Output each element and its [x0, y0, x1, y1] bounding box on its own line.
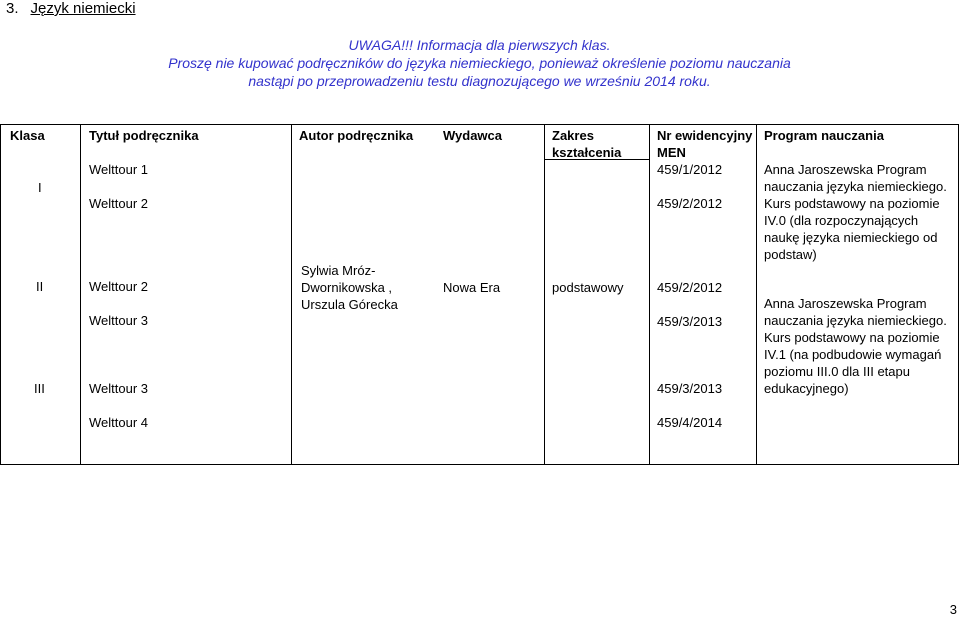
section-heading [6, 0, 136, 17]
program-line: Kurs podstawowy na poziomie [764, 330, 940, 345]
textbook-title: Welttour 2 [89, 196, 149, 211]
textbook-table [0, 124, 959, 465]
page-number: 3 [949, 602, 957, 617]
column-divider [756, 125, 757, 464]
program-line: Anna Jaroszewska Program [764, 296, 927, 311]
program-line: Kurs podstawowy na poziomie [764, 196, 940, 211]
program-line: nauczania języka niemieckiego. [764, 313, 947, 328]
class-label: III [34, 381, 45, 396]
column-divider [544, 125, 545, 464]
scope: podstawowy [552, 280, 624, 295]
program-line: Anna Jaroszewska Program [764, 162, 927, 177]
men-number: 459/4/2014 [657, 415, 723, 430]
publisher: Nowa Era [443, 280, 501, 295]
program-line: edukacyjnego) [764, 381, 849, 396]
header-nr-2: MEN [657, 145, 686, 160]
textbook-title: Welttour 1 [89, 162, 149, 177]
class-label: II [36, 279, 44, 294]
men-number: 459/3/2013 [657, 381, 723, 396]
column-divider [80, 125, 81, 464]
program-line: IV.1 (na podbudowie wymagań [764, 347, 942, 362]
program-line: IV.0 (dla rozpoczynających [764, 213, 919, 228]
men-number: 459/2/2012 [657, 280, 723, 295]
author-line: Sylwia Mróz- [301, 263, 376, 278]
column-divider [649, 125, 650, 464]
header-zakres-2: kształcenia [552, 145, 622, 160]
textbook-title: Welttour 3 [89, 381, 149, 396]
section-number: 3. [6, 0, 19, 17]
textbook-title: Welttour 4 [89, 415, 149, 430]
column-divider [291, 125, 292, 464]
author-line: Urszula Górecka [301, 297, 398, 312]
men-number: 459/3/2013 [657, 314, 723, 329]
header-tytul: Tytuł podręcznika [89, 128, 199, 143]
notice-line-1: UWAGA!!! Informacja dla pierwszych klas. [348, 37, 611, 53]
program-line: naukę języka niemieckiego od [764, 230, 938, 245]
program-line: podstaw) [764, 247, 817, 262]
textbook-title: Welttour 2 [89, 279, 149, 294]
program-line: poziomu III.0 dla III etapu [764, 364, 910, 379]
textbook-title: Welttour 3 [89, 313, 149, 328]
header-zakres-1: Zakres [552, 128, 594, 143]
header-wydawca: Wydawca [443, 128, 503, 143]
header-klasa: Klasa [10, 128, 45, 143]
header-nr-1: Nr ewidencyjny [657, 128, 753, 143]
notice-line-3: nastąpi po przeprowadzeniu testu diagnozującego we wrześniu 2014 roku. [248, 73, 711, 89]
program-line: nauczania języka niemieckiego. [764, 179, 947, 194]
section-title: Język niemiecki [30, 0, 136, 17]
header-program: Program nauczania [764, 128, 884, 143]
men-number: 459/1/2012 [657, 162, 723, 177]
author-line: Dwornikowska , [301, 280, 393, 295]
men-number: 459/2/2012 [657, 196, 723, 211]
notice-line-2: Proszę nie kupować podręczników do języka niemieckiego, ponieważ określenie poziomu nauczania [168, 55, 791, 71]
header-autor: Autor podręcznika [299, 128, 414, 143]
class-label: I [38, 180, 42, 195]
